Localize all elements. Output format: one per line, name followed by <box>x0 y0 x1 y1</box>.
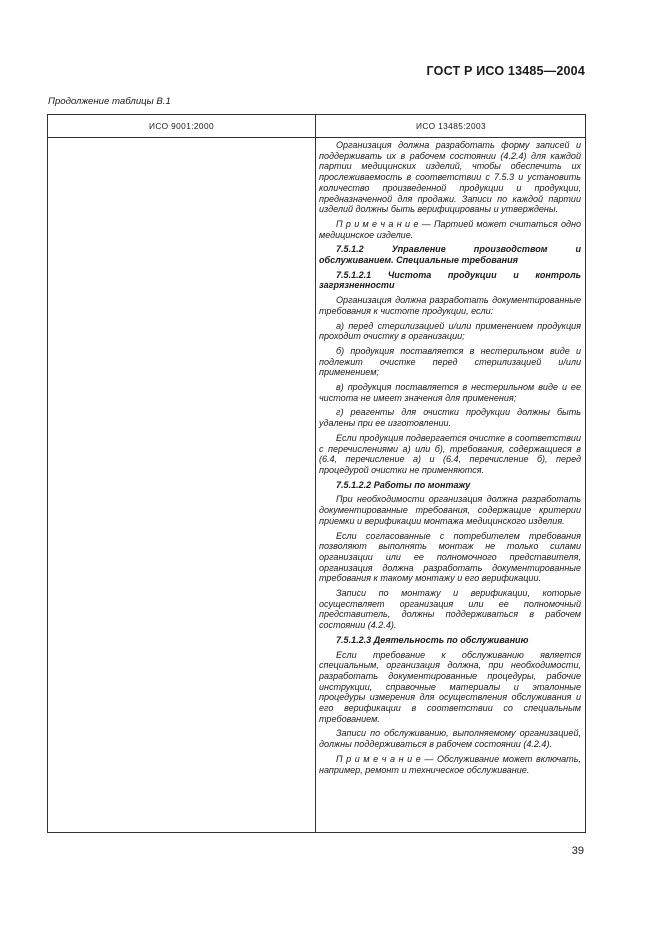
paragraph: Организация должна разработать документированные требования к чистоте продукции, если: <box>319 295 581 316</box>
table-header-row <box>48 115 585 138</box>
paragraph: П р и м е ч а н и е — Партией может считаться одно медицинское изделие. <box>319 218 581 240</box>
paragraph: г) реагенты для очистки продукции должны быть удалены при ее изготовлении. <box>319 407 581 429</box>
comparison-table <box>47 114 586 833</box>
paragraph: П р и м е ч а н и е — Обслуживание может включать, например, ремонт и техническое обслуживание. <box>319 753 581 775</box>
paragraph: Записи по монтажу и верификации, которые осуществляет организация или ее полномочный представитель, должны поддерживаться в рабочем состоянии (4.2.4). <box>319 588 581 631</box>
paragraph: Организация должна разработать форму записей и поддерживать их в рабочем состоянии (4.2.4) для каждой партии медицинских изделий, чтобы обеспечить их прослеживаемость в соответствии с 7.5.3 и установить количество произведенной продукции и продукции, предназначенной для продажи. Записи по каждой партии изделий должны быть верифицированы и утверждены. <box>319 140 581 215</box>
paragraph: Если продукция подвергается очистке в соответствии с перечислениями а) или б), требования, содержащиеся в (6.4, перечисление а) и (6.4, перечисление б), перед процедурой очистки не применяются. <box>319 432 581 475</box>
paragraph: Если требование к обслуживанию является специальным, организация должна, при необходимости, разработать документированные процедуры, рабочие инструкции, справочные материалы и эталонные процедуры измерения для осуществления обслуживания и его верификации в соответствии со специальным требованием. <box>319 649 581 724</box>
iso-13485-column-text <box>316 140 584 779</box>
section-heading: 7.5.1.2.3 Деятельность по обслуживанию <box>336 634 529 645</box>
paragraph: а) перед стерилизацией и/или применением продукция проходит очистку в организации; <box>319 320 581 342</box>
standard-designation: ГОСТ Р ИСО 13485—2004 <box>426 64 585 78</box>
section-heading: 7.5.1.2.1 Чистота продукции и контроль загрязненности <box>319 269 581 291</box>
paragraph: При необходимости организация должна разработать документированные требования, содержащие критерии приемки и верификации монтажа медицинского изделия. <box>319 494 581 526</box>
paragraph: Если согласованные с потребителем требования позволяют выполнять монтаж не только силами организации или ее полномочного представителя, организация должна разработать документированные требования к такому монтажу и его верификации. <box>319 530 581 584</box>
paragraph: в) продукция поставляется в нестерильном виде и ее чистота не имеет значения для применения; <box>319 382 581 403</box>
column-header-iso-13485: ИСО 13485:2003 <box>416 121 486 131</box>
section-heading: 7.5.1.2.2 Работы по монтажу <box>336 479 471 490</box>
paragraph: б) продукция поставляется в нестерильном виде и подлежит очистке перед стерилизацией и/или применением; <box>319 345 581 378</box>
page-number: 39 <box>571 845 584 857</box>
column-header-iso-9001: ИСО 9001:2000 <box>149 121 214 131</box>
paragraph: Записи по обслуживанию, выполняемому организацией, должны поддерживаться в рабочем состоянии (4.2.4). <box>319 728 581 750</box>
table-caption: Продолжение таблицы В.1 <box>48 96 171 107</box>
section-heading: 7.5.1.2 Управление производством и обслуживанием. Специальные требования <box>319 244 581 266</box>
